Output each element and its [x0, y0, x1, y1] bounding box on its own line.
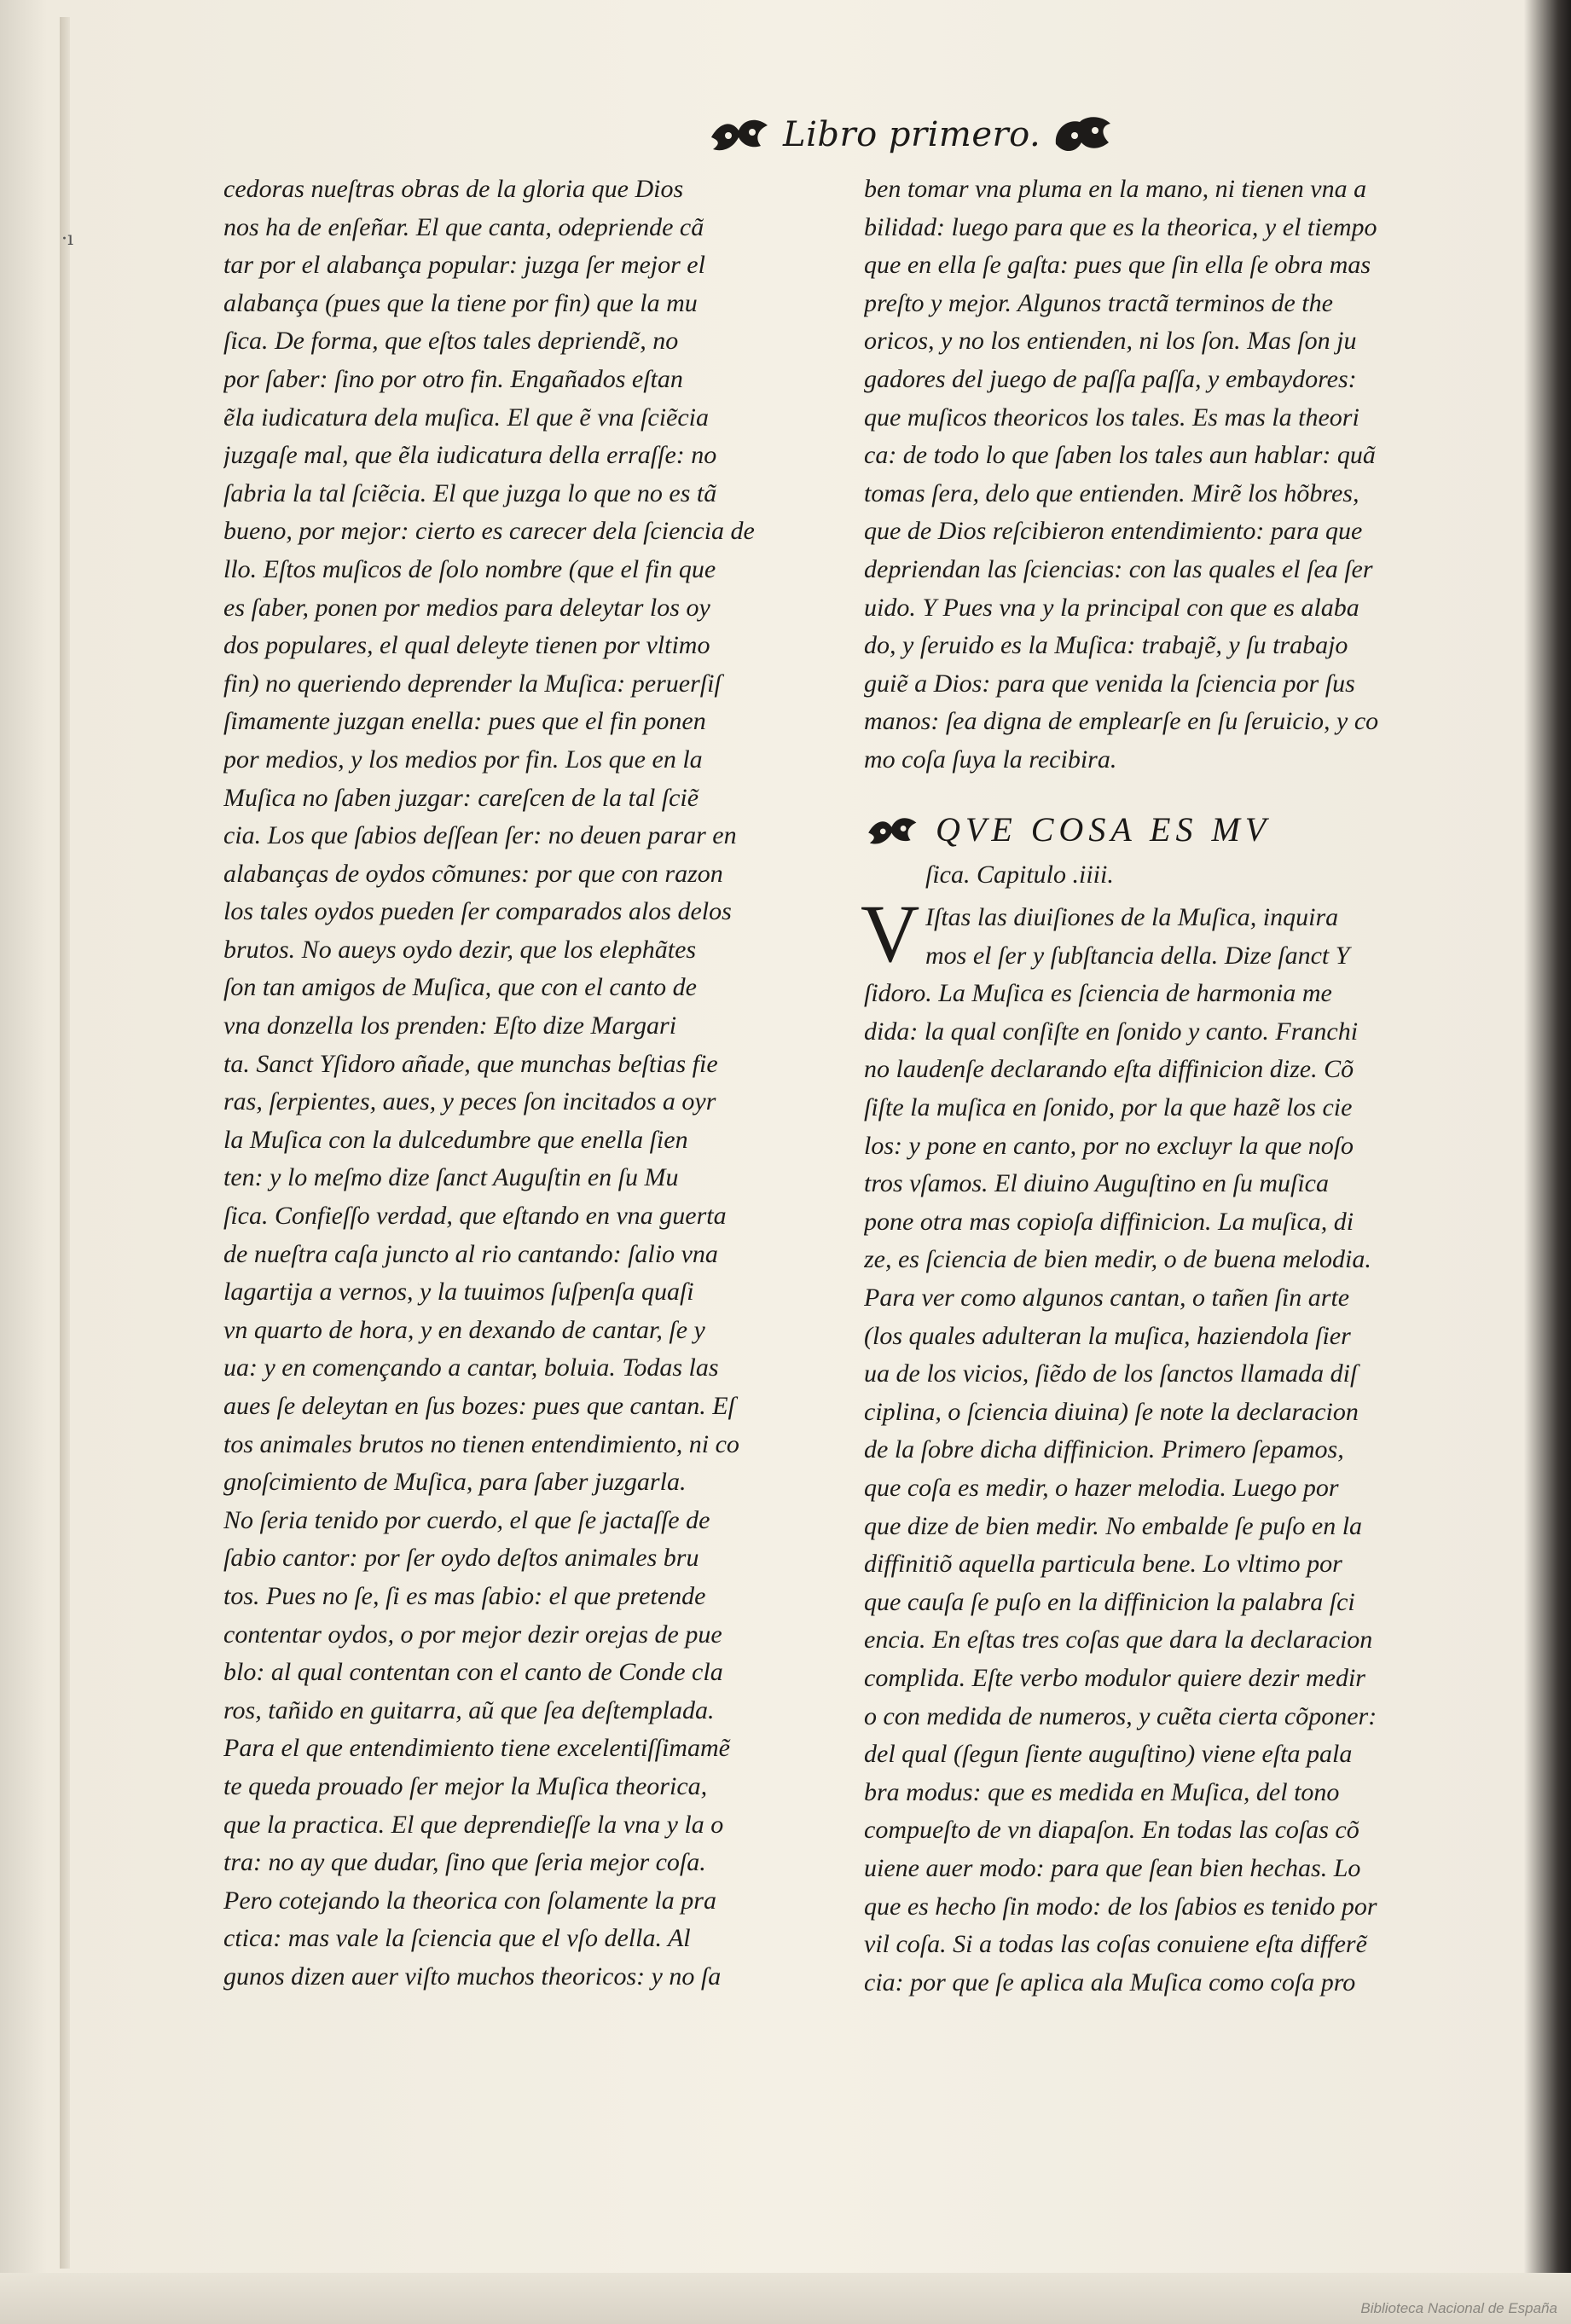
text-line: bueno, por mejor: cierto es carecer dela ſciencia de — [223, 517, 755, 546]
text-line: dos populares, el qual deleyte tienen por vltimo — [223, 631, 710, 660]
text-line: ca: de todo lo que ſaben los tales aun hablar: quã — [864, 441, 1376, 470]
text-line: que es hecho ſin modo: de los ſabios es tenido por — [864, 1892, 1377, 1921]
text-line: complida. Eſte verbo modulor quiere dezir medir — [864, 1663, 1365, 1692]
text-line: tros vſamos. El diuino Auguſtino en ſu muſica — [864, 1169, 1329, 1198]
text-line: tos. Pues no ſe, ſi es mas ſabio: el que pretende — [223, 1581, 706, 1610]
text-line: aues ſe deleytan en ſus bozes: pues que cantan. Eſ — [223, 1392, 735, 1420]
text-line: que de Dios reſcibieron entendimiento: para que — [864, 517, 1363, 546]
text-line: que coſa es medir, o hazer melodia. Luego por — [864, 1474, 1339, 1502]
text-line: no laudenſe declarando eſta diffinicion dize. Cõ — [864, 1055, 1354, 1084]
text-line: ctica: mas vale la ſciencia que el vſo della. Al — [223, 1924, 691, 1953]
text-line: es ſaber, ponen por medios para deleytar los oy — [223, 593, 710, 622]
text-line: ſica. De forma, que eſtos tales depriendẽ, no — [223, 327, 679, 356]
fleuron-right-icon — [1049, 112, 1116, 158]
text-line: No ſeria tenido por cuerdo, el que ſe jactaſſe de — [223, 1505, 710, 1534]
text-line: lagartija a vernos, y la tuuimos ſuſpenſa quaſi — [223, 1278, 694, 1307]
text-line: o con medida de numeros, y cuẽta cierta cõponer: — [864, 1701, 1377, 1730]
text-line: Muſica no ſaben juzgar: careſcen de la tal ſciẽ — [223, 783, 699, 812]
text-line: juzgaſe mal, que ẽla iudicatura della erraſſe: no — [223, 441, 717, 470]
text-line: del qual (ſegun ſiente auguſtino) viene eſta pala — [864, 1740, 1353, 1769]
text-line: ten: y lo meſmo dize ſanct Auguſtin en ſu Mu — [223, 1163, 679, 1192]
text-line: preſto y mejor. Algunos tractã terminos de the — [864, 288, 1333, 317]
text-line: ſimamente juzgan enella: pues que el fin ponen — [223, 707, 706, 736]
text-line: ben tomar vna pluma en la mano, ni tienen vna a — [864, 175, 1367, 203]
text-line: uido. Y Pues vna y la principal con que es alaba — [864, 593, 1359, 622]
text-line: Pero cotejando la theorica con ſolamente la pra — [223, 1886, 716, 1915]
text-line: manos: ſea digna de emplearſe en ſu ſeruicio, y co — [864, 707, 1379, 736]
text-line: llo. Eſtos muſicos de ſolo nombre (que el fin que — [223, 554, 716, 583]
text-line: pone otra mas copioſa diffinicion. La muſica, di — [864, 1207, 1354, 1236]
text-line: encia. En eſtas tres coſas que dara la declaracion — [864, 1626, 1373, 1655]
text-line: ta. Sanct Yſidoro añade, que munchas beſtias fie — [223, 1049, 718, 1078]
text-line: bra modus: que es medida en Muſica, del tono — [864, 1777, 1340, 1806]
chapter-heading-row — [864, 805, 1474, 856]
text-line: vn quarto de hora, y en dexando de cantar, ſe y — [223, 1315, 705, 1344]
text-line: te queda prouado ſer mejor la Muſica theorica, — [223, 1771, 708, 1800]
running-head-title: Libro primero. — [783, 115, 1041, 154]
text-line: brutos. No aueys oydo dezir, que los elephãtes — [223, 935, 697, 964]
text-line: alabança (pues que la tiene por fin) que la mu — [223, 288, 698, 317]
text-line: que dize de bien medir. No embalde ſe puſo en la — [864, 1511, 1363, 1540]
text-line: vna donzella los prenden: Eſto dize Margari — [223, 1011, 677, 1040]
text-line: tomas ſera, delo que entienden. Mirẽ los hõbres, — [864, 478, 1359, 507]
text-line: ſon tan amigos de Muſica, que con el canto de — [223, 973, 697, 1002]
text-line: ze, es ſciencia de bien medir, o de buena melodia. — [864, 1245, 1371, 1274]
text-line: (los quales adulteran la muſica, haziendola ſier — [864, 1321, 1351, 1350]
drop-cap-lines — [864, 899, 1474, 975]
text-line: contentar oydos, o por mejor dezir orejas de pue — [223, 1620, 722, 1649]
chapter-subheading: ſica. Capitulo .iiii. — [925, 860, 1114, 889]
text-line: cia. Los que ſabios deſſean ſer: no deuen parar en — [223, 821, 737, 850]
text-line: ſiſte la muſica en ſonido, por la que hazẽ los cie — [864, 1093, 1353, 1122]
text-line: ſabria la tal ſciẽcia. El que juzga lo que no es tã — [223, 478, 717, 507]
text-line: tar por el alabança popular: juzga ſer mejor el — [223, 251, 705, 280]
text-line: la Muſica con la dulcedumbre que enella ſien — [223, 1125, 688, 1154]
text-line: ciplina, o ſciencia diuina) ſe note la declaracion — [864, 1397, 1359, 1426]
text-line: ua: y en començando a cantar, boluia. Todas las — [223, 1353, 719, 1382]
text-line: ua de los vicios, ſiẽdo de los ſanctos llamada diſ — [864, 1359, 1358, 1388]
text-line: tra: no ay que dudar, ſino que ſeria mejor coſa. — [223, 1848, 706, 1877]
text-line: gadores del juego de paſſa paſſa, y embaydores: — [864, 364, 1357, 393]
library-stamp: Biblioteca Nacional de España — [1360, 2300, 1557, 2316]
text-line: gnoſcimiento de Muſica, para ſaber juzgarla. — [223, 1468, 687, 1497]
text-line: do, y ſeruido es la Muſica: trabajẽ, y ſu trabajo — [864, 631, 1348, 660]
text-line: ſidoro. La Muſica es ſciencia de harmonia me — [864, 979, 1332, 1008]
text-line: blo: al qual contentan con el canto de Conde cla — [223, 1658, 723, 1687]
text-line: los: y pone en canto, por no excluyr la que noſo — [864, 1131, 1354, 1160]
text-line: ẽla iudicatura dela muſica. El que ẽ vna ſciẽcia — [223, 403, 710, 432]
text-line: dida: la qual conſiſte en ſonido y canto. Franchi — [864, 1017, 1359, 1046]
left-column — [223, 171, 833, 1997]
text-line: guiẽ a Dios: para que venida la ſciencia por ſus — [864, 669, 1355, 698]
text-line: Iſtas las diuiſiones de la Muſica, inquira — [925, 903, 1339, 932]
fleuron-left-icon — [708, 112, 774, 158]
text-line: de la ſobre dicha diffinicion. Primero ſepamos, — [864, 1435, 1344, 1464]
text-line: tos animales brutos no tienen entendimiento, ni co — [223, 1429, 739, 1458]
text-line: ſica. Confieſſo verdad, que eſtando en vna guerta — [223, 1202, 727, 1231]
text-line: que en ella ſe gaſta: pues que ſin ella ſe obra mas — [864, 251, 1371, 280]
page-edge — [60, 17, 70, 2269]
fleuron-chapter-icon — [864, 811, 924, 850]
text-line: compueſto de vn diapaſon. En todas las coſas cõ — [864, 1816, 1359, 1845]
drop-cap: V — [861, 888, 920, 980]
text-line: cia: por que ſe aplica ala Muſica como coſa pro — [864, 1968, 1356, 1997]
text-line: que muſicos theoricos los tales. Es mas la theori — [864, 403, 1359, 432]
text-line: bilidad: luego para que es la theorica, y el tiempo — [864, 212, 1377, 241]
text-line: de nueſtra caſa juncto al rio cantando: ſalio vna — [223, 1239, 718, 1268]
running-head — [708, 109, 1116, 160]
text-line: por medios, y los medios por fin. Los que en la — [223, 745, 703, 774]
text-line: vil coſa. Si a todas las coſas conuiene eſta differẽ — [864, 1930, 1367, 1959]
margin-mark: ·ı — [61, 229, 74, 250]
text-line: mos el ſer y ſubſtancia della. Dize ſanct Y — [925, 941, 1350, 970]
text-line: los tales oydos pueden ſer comparados alos delos — [223, 897, 732, 926]
text-line: diffinitiõ aquella particula bene. Lo vltimo por — [864, 1550, 1342, 1579]
text-line: depriendan las ſciencias: con las quales el ſea ſer — [864, 554, 1373, 583]
text-line: oricos, y no los entienden, ni los ſon. Mas ſon ju — [864, 327, 1357, 356]
chapter-heading: QVE COSA ES MV — [936, 810, 1272, 849]
text-line: uiene auer modo: para que ſean bien hechas. Lo — [864, 1853, 1361, 1882]
text-line: Para ver como algunos cantan, o tañen ſin arte — [864, 1284, 1350, 1313]
right-column-top-text — [864, 171, 1474, 779]
text-line: gunos dizen auer viſto muchos theoricos: y no ſa — [223, 1962, 722, 1991]
right-column-bottom-text — [864, 975, 1474, 2002]
text-line: por ſaber: ſino por otro fin. Engañados eſtan — [223, 364, 683, 393]
text-line: ras, ſerpientes, aues, y peces ſon incitados a oyr — [223, 1087, 716, 1116]
text-line: Para el que entendimiento tiene excelentiſſimamẽ — [223, 1734, 730, 1763]
text-line: que cauſa ſe puſo en la diffinicion la palabra ſci — [864, 1587, 1355, 1616]
text-line: ros, tañido en guitarra, aũ que ſea deſtemplada. — [223, 1695, 715, 1724]
text-line: mo coſa ſuya la recibira. — [864, 745, 1117, 774]
text-line: que la practica. El que deprendieſſe la vna y la o — [223, 1810, 724, 1839]
text-line: ſabio cantor: por ſer oydo deſtos animales bru — [223, 1544, 699, 1573]
text-line: cedoras nueſtras obras de la gloria que Dios — [223, 175, 684, 203]
text-line: fin) no queriendo deprender la Muſica: peruerſiſ — [223, 669, 722, 698]
text-line: nos ha de enſeñar. El que canta, odepriende cã — [223, 212, 704, 241]
drop-cap-paragraph — [861, 888, 1474, 980]
right-column — [861, 171, 1474, 2002]
text-line: alabanças de oydos cõmunes: por que con razon — [223, 859, 723, 888]
page-bottom-band — [0, 2273, 1571, 2324]
